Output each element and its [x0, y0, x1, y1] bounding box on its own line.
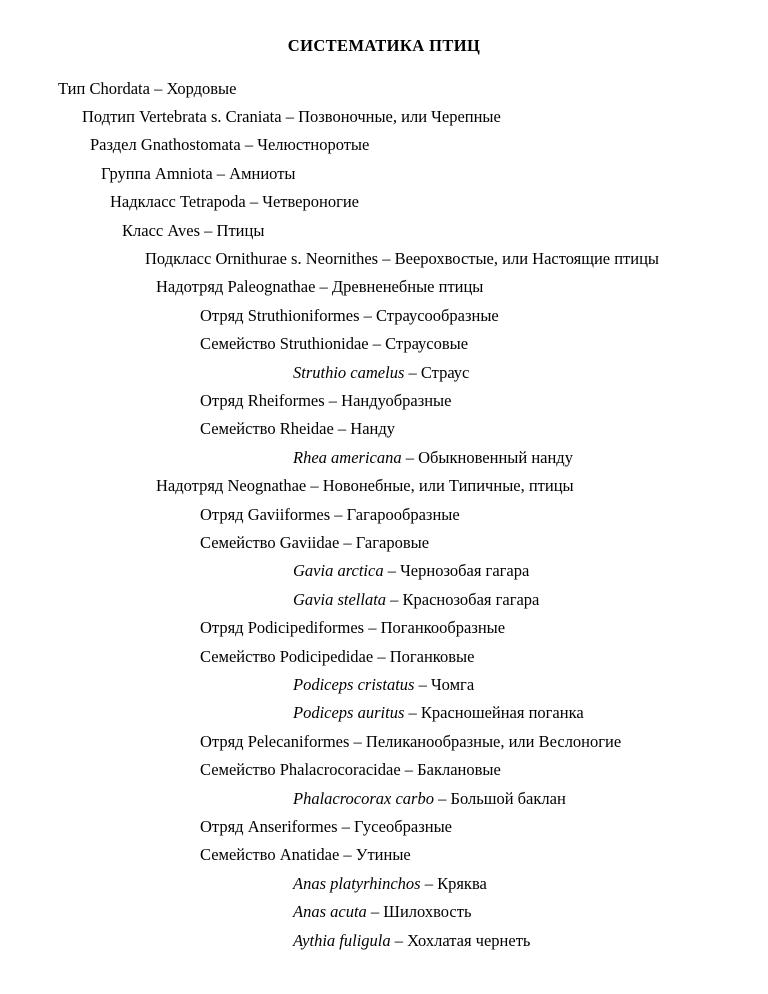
taxon-latin-name: Phalacrocoracidae	[279, 760, 401, 780]
taxon-line	[0, 302, 768, 330]
common-name: Веерохвостые, или Настоящие птицы	[394, 248, 660, 268]
taxon-line	[0, 614, 768, 642]
common-name: Нанду	[350, 419, 395, 439]
taxon-line	[0, 756, 768, 784]
name-separator-dash: –	[390, 589, 399, 609]
taxon-line	[0, 813, 768, 841]
taxon-line	[0, 245, 768, 273]
taxon-rank: Раздел	[90, 135, 137, 155]
scientific-name: Struthio camelus	[293, 362, 405, 382]
taxon-line	[0, 359, 768, 387]
name-separator-dash: –	[418, 675, 427, 695]
common-name: Страусовые	[385, 334, 469, 354]
scientific-name: Aythia fuligula	[293, 930, 391, 950]
common-name: Нандуобразные	[341, 390, 452, 410]
taxon-line	[0, 927, 768, 955]
taxon-rank: Семейство	[200, 334, 276, 354]
common-name: Гагаровые	[355, 533, 430, 552]
scientific-name: Gavia arctica	[293, 561, 384, 581]
common-name: Гусеобразные	[354, 817, 452, 837]
common-name: Хордовые	[166, 78, 237, 98]
name-separator-dash: –	[249, 192, 259, 212]
taxon-line	[0, 586, 768, 614]
taxon-latin-name: Podicipedidae	[279, 646, 374, 666]
common-name: Кряква	[437, 873, 487, 893]
taxon-latin-name: Chordata	[89, 78, 150, 98]
taxon-latin-name: Ornithurae s. Neornithes	[215, 248, 379, 268]
taxon-rank: Класс	[122, 220, 164, 240]
common-name: Обыкновенный нанду	[418, 447, 573, 467]
name-separator-dash: –	[438, 788, 447, 808]
taxon-line	[0, 671, 768, 699]
name-separator-dash: –	[370, 902, 380, 922]
name-separator-dash: –	[372, 334, 381, 354]
taxon-latin-name: Anseriformes	[247, 817, 338, 837]
taxon-latin-name: Anatidae	[279, 845, 340, 865]
taxon-latin-name: Vertebrata s. Craniata	[139, 106, 282, 126]
common-name: Страус	[420, 362, 470, 382]
common-name: Пеликанообразные, или Веслоногие	[365, 731, 622, 751]
common-name: Челюстноротые	[257, 135, 370, 155]
taxon-latin-name: Paleognathae	[227, 277, 316, 297]
taxon-line	[0, 103, 768, 131]
taxon-rank: Отряд	[200, 504, 244, 524]
taxon-line	[0, 841, 768, 869]
taxon-line	[0, 529, 768, 557]
taxon-latin-name: Gaviiformes	[247, 504, 331, 524]
taxon-rank: Подтип	[82, 106, 135, 126]
taxon-rank: Семейство	[200, 760, 276, 780]
taxon-latin-name: Struthionidae	[279, 334, 369, 354]
taxon-latin-name: Tetrapoda	[179, 192, 246, 212]
taxon-latin-name: Gnathostomata	[140, 135, 241, 155]
common-name: Краснозобая гагара	[402, 589, 540, 609]
name-separator-dash: –	[405, 447, 414, 467]
name-separator-dash: –	[319, 277, 328, 297]
common-name: Большой баклан	[450, 788, 566, 808]
taxon-latin-name: Rheidae	[279, 419, 334, 439]
scientific-name: Gavia stellata	[293, 589, 387, 609]
taxon-line	[0, 557, 768, 585]
name-separator-dash: –	[387, 561, 396, 581]
name-separator-dash: –	[310, 476, 319, 496]
common-name: Баклановые	[417, 760, 501, 780]
name-separator-dash: –	[204, 220, 213, 240]
taxon-rank: Семейство	[200, 646, 276, 666]
taxon-rank: Тип	[58, 78, 86, 98]
name-separator-dash: –	[343, 533, 352, 552]
name-separator-dash: –	[404, 760, 414, 780]
taxon-rank: Надотряд	[156, 277, 224, 297]
name-separator-dash: –	[382, 248, 391, 268]
common-name: Красношейная поганка	[420, 703, 584, 723]
taxon-line	[0, 643, 768, 671]
taxon-rank: Отряд	[200, 618, 244, 638]
taxon-line	[0, 273, 768, 301]
common-name: Чомга	[430, 675, 475, 695]
taxon-rank: Отряд	[200, 817, 244, 837]
common-name: Древненебные птицы	[331, 277, 484, 297]
name-separator-dash: –	[328, 390, 338, 410]
common-name: Поганковые	[389, 646, 475, 666]
scientific-name: Podiceps auritus	[293, 703, 405, 723]
name-separator-dash: –	[394, 930, 403, 950]
name-separator-dash: –	[408, 362, 417, 382]
taxon-line	[0, 415, 768, 443]
taxon-latin-name: Rheiformes	[247, 390, 325, 410]
taxon-rank: Надкласс	[110, 192, 176, 212]
name-separator-dash: –	[244, 135, 254, 155]
taxonomy-list	[0, 75, 768, 956]
scientific-name: Phalacrocorax carbo	[293, 788, 434, 808]
taxon-latin-name: Neognathae	[227, 476, 307, 496]
taxon-latin-name: Podicipediformes	[247, 618, 365, 638]
taxon-line	[0, 785, 768, 813]
scientific-name: Anas acuta	[293, 902, 367, 922]
name-separator-dash: –	[341, 817, 350, 837]
scientific-name: Anas platyrhinchos	[293, 873, 421, 893]
scientific-name: Podiceps cristatus	[293, 675, 415, 695]
common-name: Четвероногие	[262, 192, 359, 212]
taxon-line	[0, 728, 768, 756]
taxon-rank: Надотряд	[156, 476, 224, 496]
taxon-line	[0, 330, 768, 358]
name-separator-dash: –	[353, 731, 362, 751]
taxon-rank: Семейство	[200, 845, 276, 865]
taxon-line	[0, 131, 768, 159]
taxon-line	[0, 387, 768, 415]
taxon-latin-name: Amniota	[154, 163, 213, 183]
taxon-line	[0, 188, 768, 216]
taxon-rank: Отряд	[200, 731, 244, 751]
common-name: Хохлатая чернеть	[407, 930, 531, 950]
common-name: Поганкообразные	[380, 618, 506, 638]
common-name: Шилохвость	[383, 902, 472, 922]
taxon-latin-name: Gaviidae	[279, 533, 340, 552]
taxon-rank: Подкласс	[145, 248, 212, 268]
taxon-rank: Группа	[101, 163, 151, 183]
taxon-line	[0, 217, 768, 245]
taxon-rank: Семейство	[200, 419, 276, 439]
name-separator-dash: –	[424, 873, 433, 893]
taxon-latin-name: Aves	[167, 220, 201, 240]
scientific-name: Rhea americana	[293, 447, 402, 467]
taxon-line	[0, 898, 768, 926]
taxon-line	[0, 444, 768, 472]
taxon-line	[0, 472, 768, 500]
name-separator-dash: –	[285, 106, 294, 126]
name-separator-dash: –	[216, 163, 226, 183]
name-separator-dash: –	[408, 703, 417, 723]
common-name: Чернозобая гагара	[400, 561, 530, 581]
name-separator-dash: –	[337, 419, 347, 439]
common-name: Позвоночные, или Черепные	[298, 106, 501, 126]
taxon-rank: Отряд	[200, 390, 244, 410]
common-name: Новонебные, или Типичные, птицы	[322, 476, 574, 496]
common-name: Страусообразные	[376, 305, 499, 325]
taxon-line	[0, 501, 768, 529]
name-separator-dash: –	[334, 504, 343, 524]
taxon-line	[0, 75, 768, 103]
name-separator-dash: –	[368, 618, 377, 638]
taxon-line	[0, 699, 768, 727]
common-name: Амниоты	[229, 163, 296, 183]
common-name: Птицы	[216, 220, 265, 240]
taxon-line	[0, 160, 768, 188]
taxon-latin-name: Pelecaniformes	[247, 731, 350, 751]
taxon-rank: Семейство	[200, 533, 276, 552]
taxon-rank: Отряд	[200, 305, 244, 325]
name-separator-dash: –	[343, 845, 352, 865]
common-name: Утиные	[355, 845, 411, 865]
taxon-latin-name: Struthioniformes	[247, 305, 360, 325]
name-separator-dash: –	[363, 305, 372, 325]
name-separator-dash: –	[377, 646, 386, 666]
taxon-line	[0, 870, 768, 898]
common-name: Гагарообразные	[346, 504, 460, 524]
name-separator-dash: –	[154, 78, 163, 98]
page-title: СИСТЕМАТИКА ПТИЦ	[287, 36, 481, 55]
